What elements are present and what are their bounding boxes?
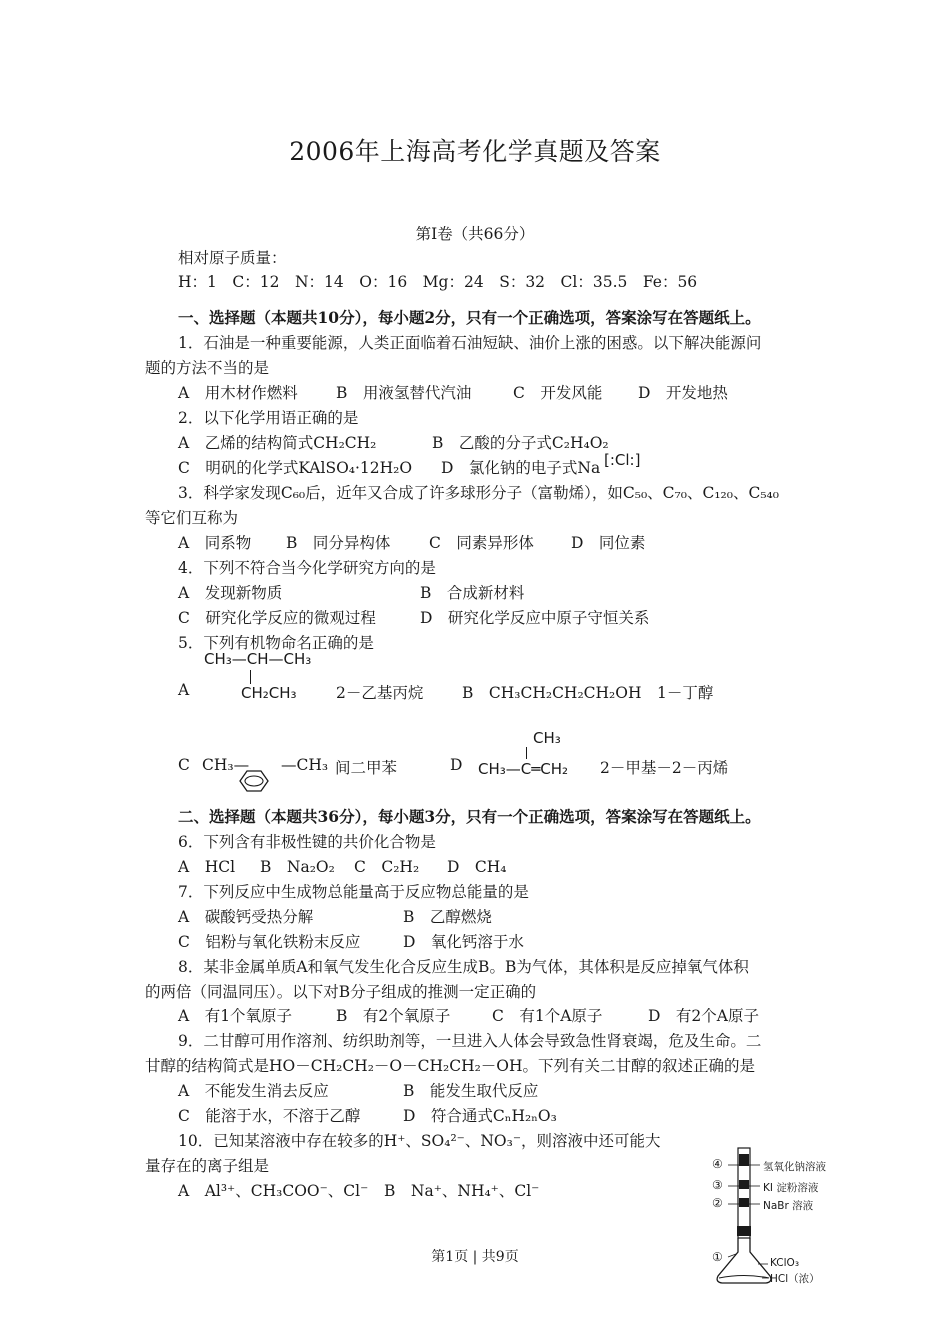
q10-option-b: B Na⁺、NH₄⁺、Cl⁻ [384, 1182, 540, 1200]
q1-option-a: A 用木材作燃料 [178, 384, 298, 402]
q3-option-a: A 同系物 [178, 534, 252, 552]
q6-option-d: D CH₄ [447, 858, 507, 876]
q3-option-d: D 同位素 [571, 534, 646, 552]
section1-heading: 一、选择题（本题共10分），每小题2分，只有一个正确选项，答案涂写在答题纸上。 [178, 308, 761, 327]
q1-option-c: C 开发风能 [513, 384, 603, 402]
q9-option-a: A 不能发生消去反应 [178, 1082, 329, 1100]
q10-stem: 10．已知某溶液中存在较多的H⁺、SO₄²⁻、NO₃⁻，则溶液中还可能大 [178, 1132, 661, 1150]
q5-a-name: 2－乙基丙烷 [336, 684, 424, 702]
apparatus-text-1b: HCl（浓） [770, 1273, 820, 1285]
apparatus-label-1: ① [712, 1250, 723, 1264]
q5-d-name: 2－甲基－2－丙烯 [600, 759, 729, 777]
q9-option-b: B 能发生取代反应 [403, 1082, 539, 1100]
q6-option-c: C C₂H₂ [354, 858, 420, 876]
q4-option-c: C 研究化学反应的微观过程 [178, 609, 376, 627]
q8-option-d: D 有2个A原子 [648, 1007, 759, 1025]
q2-stem: 2．以下化学用语正确的是 [178, 409, 359, 427]
q1-stem: 1．石油是一种重要能源，人类正面临着石油短缺、油价上涨的困惑。以下解决能源问 [178, 334, 762, 352]
apparatus-label-2: ② [712, 1196, 723, 1210]
q10-stem-cont: 量存在的离子组是 [145, 1157, 270, 1175]
q5-d-bond-line [526, 747, 527, 759]
q2-option-d: D 氯化钠的电子式Na [441, 459, 601, 477]
q1-stem-cont: 题的方法不当的是 [145, 359, 270, 377]
q3-option-b: B 同分异构体 [286, 534, 391, 552]
q5-option-d-label: D [450, 756, 463, 774]
q4-option-a: A 发现新物质 [178, 584, 283, 602]
q5-a-bond-line [250, 670, 251, 684]
q8-option-b: B 有2个氧原子 [336, 1007, 451, 1025]
apparatus-label-3: ③ [712, 1178, 723, 1192]
nacl-electron-formula: [:Cl:] [604, 451, 641, 469]
q2-option-a: A 乙烯的结构简式CH₂CH₂ [178, 434, 377, 452]
q10-option-a: A Al³⁺、CH₃COO⁻、Cl⁻ [178, 1182, 369, 1200]
q1-option-d: D 开发地热 [638, 384, 728, 402]
q5-option-b: B CH₃CH₂CH₂CH₂OH 1－丁醇 [462, 684, 714, 702]
page-footer: 第1页 | 共9页 [431, 1249, 519, 1265]
q2-option-b: B 乙酸的分子式C₂H₄O₂ [432, 434, 609, 452]
q8-stem-cont: 的两倍（同温同压）。以下对B分子组成的推测一定正确的 [145, 983, 537, 1001]
q3-stem: 3．科学家发现C₆₀后，近年又合成了许多球形分子（富勒烯），如C₅₀、C₇₀、C₁₂₀、C₅₄₀ [178, 484, 779, 502]
q2-option-c: C 明矾的化学式KAlSO₄·12H₂O [178, 459, 413, 477]
apparatus-label-4: ④ [712, 1157, 723, 1171]
q7-option-b: B 乙醇燃烧 [403, 908, 492, 926]
apparatus-text-2: NaBr 溶液 [763, 1200, 814, 1212]
q9-stem: 9．二甘醇可用作溶剂、纺织助剂等，一旦进入人体会导致急性肾衰竭，危及生命。二 [178, 1032, 762, 1050]
q4-option-b: B 合成新材料 [420, 584, 525, 602]
q4-stem: 4．下列不符合当今化学研究方向的是 [178, 559, 436, 577]
q5-d-structure-main: CH₃—C═CH₂ [478, 760, 569, 778]
q5-a-structure-bottom: CH₂CH₃ [241, 684, 297, 702]
apparatus-text-3: KI 淀粉溶液 [763, 1182, 819, 1194]
q7-stem: 7．下列反应中生成物总能量高于反应物总能量的是 [178, 883, 529, 901]
q5-c-left-group: CH₃— [202, 756, 250, 774]
q7-option-a: A 碳酸钙受热分解 [178, 908, 314, 926]
q5-c-right-group: —CH₃ [281, 756, 329, 774]
q8-option-a: A 有1个氧原子 [178, 1007, 293, 1025]
q7-option-d: D 氧化钙溶于水 [403, 933, 524, 951]
q4-option-d: D 研究化学反应中原子守恒关系 [420, 609, 650, 627]
q6-option-a: A HCl [178, 858, 236, 876]
benzene-ring-icon [232, 768, 276, 794]
q8-option-c: C 有1个A原子 [492, 1007, 603, 1025]
page-title: 2006年上海高考化学真题及答案 [289, 137, 661, 166]
q5-stem: 5．下列有机物命名正确的是 [178, 634, 374, 652]
q7-option-c: C 铝粉与氧化铁粉末反应 [178, 933, 361, 951]
q5-option-a-label: A [178, 681, 190, 699]
q3-option-c: C 同素异形体 [429, 534, 534, 552]
q5-d-structure-top: CH₃ [533, 729, 561, 747]
q5-option-c-label: C [178, 756, 190, 774]
q1-option-b: B 用液氢替代汽油 [336, 384, 472, 402]
q5-a-structure-top: CH₃—CH—CH₃ [204, 650, 312, 668]
q9-option-d: D 符合通式CₙH₂ₙO₃ [403, 1107, 557, 1125]
q5-c-name: 间二甲苯 [335, 759, 398, 777]
q9-option-c: C 能溶于水，不溶于乙醇 [178, 1107, 361, 1125]
apparatus-text-4: 氢氧化钠溶液 [763, 1161, 826, 1173]
section2-heading: 二、选择题（本题共36分），每小题3分，只有一个正确选项，答案涂写在答题纸上。 [178, 807, 761, 826]
q8-stem: 8．某非金属单质A和氧气发生化合反应生成B。B为气体，其体积是反应掉氧气体积 [178, 958, 749, 976]
part1-heading: 第Ⅰ卷（共66分） [415, 225, 535, 243]
q6-option-b: B Na₂O₂ [260, 858, 335, 876]
atomic-mass-label: 相对原子质量： [178, 249, 287, 267]
q9-stem-cont: 甘醇的结构简式是HO－CH₂CH₂－O－CH₂CH₂－OH。下列有关二甘醇的叙述正确的是 [145, 1057, 756, 1075]
q6-stem: 6．下列含有非极性键的共价化合物是 [178, 833, 436, 851]
atomic-mass-values: H：1 C：12 N：14 O：16 Mg：24 S：32 Cl：35.5 Fe：56 [178, 273, 698, 291]
q3-stem-cont: 等它们互称为 [145, 509, 239, 527]
apparatus-text-1a: KClO₃ [770, 1257, 800, 1269]
